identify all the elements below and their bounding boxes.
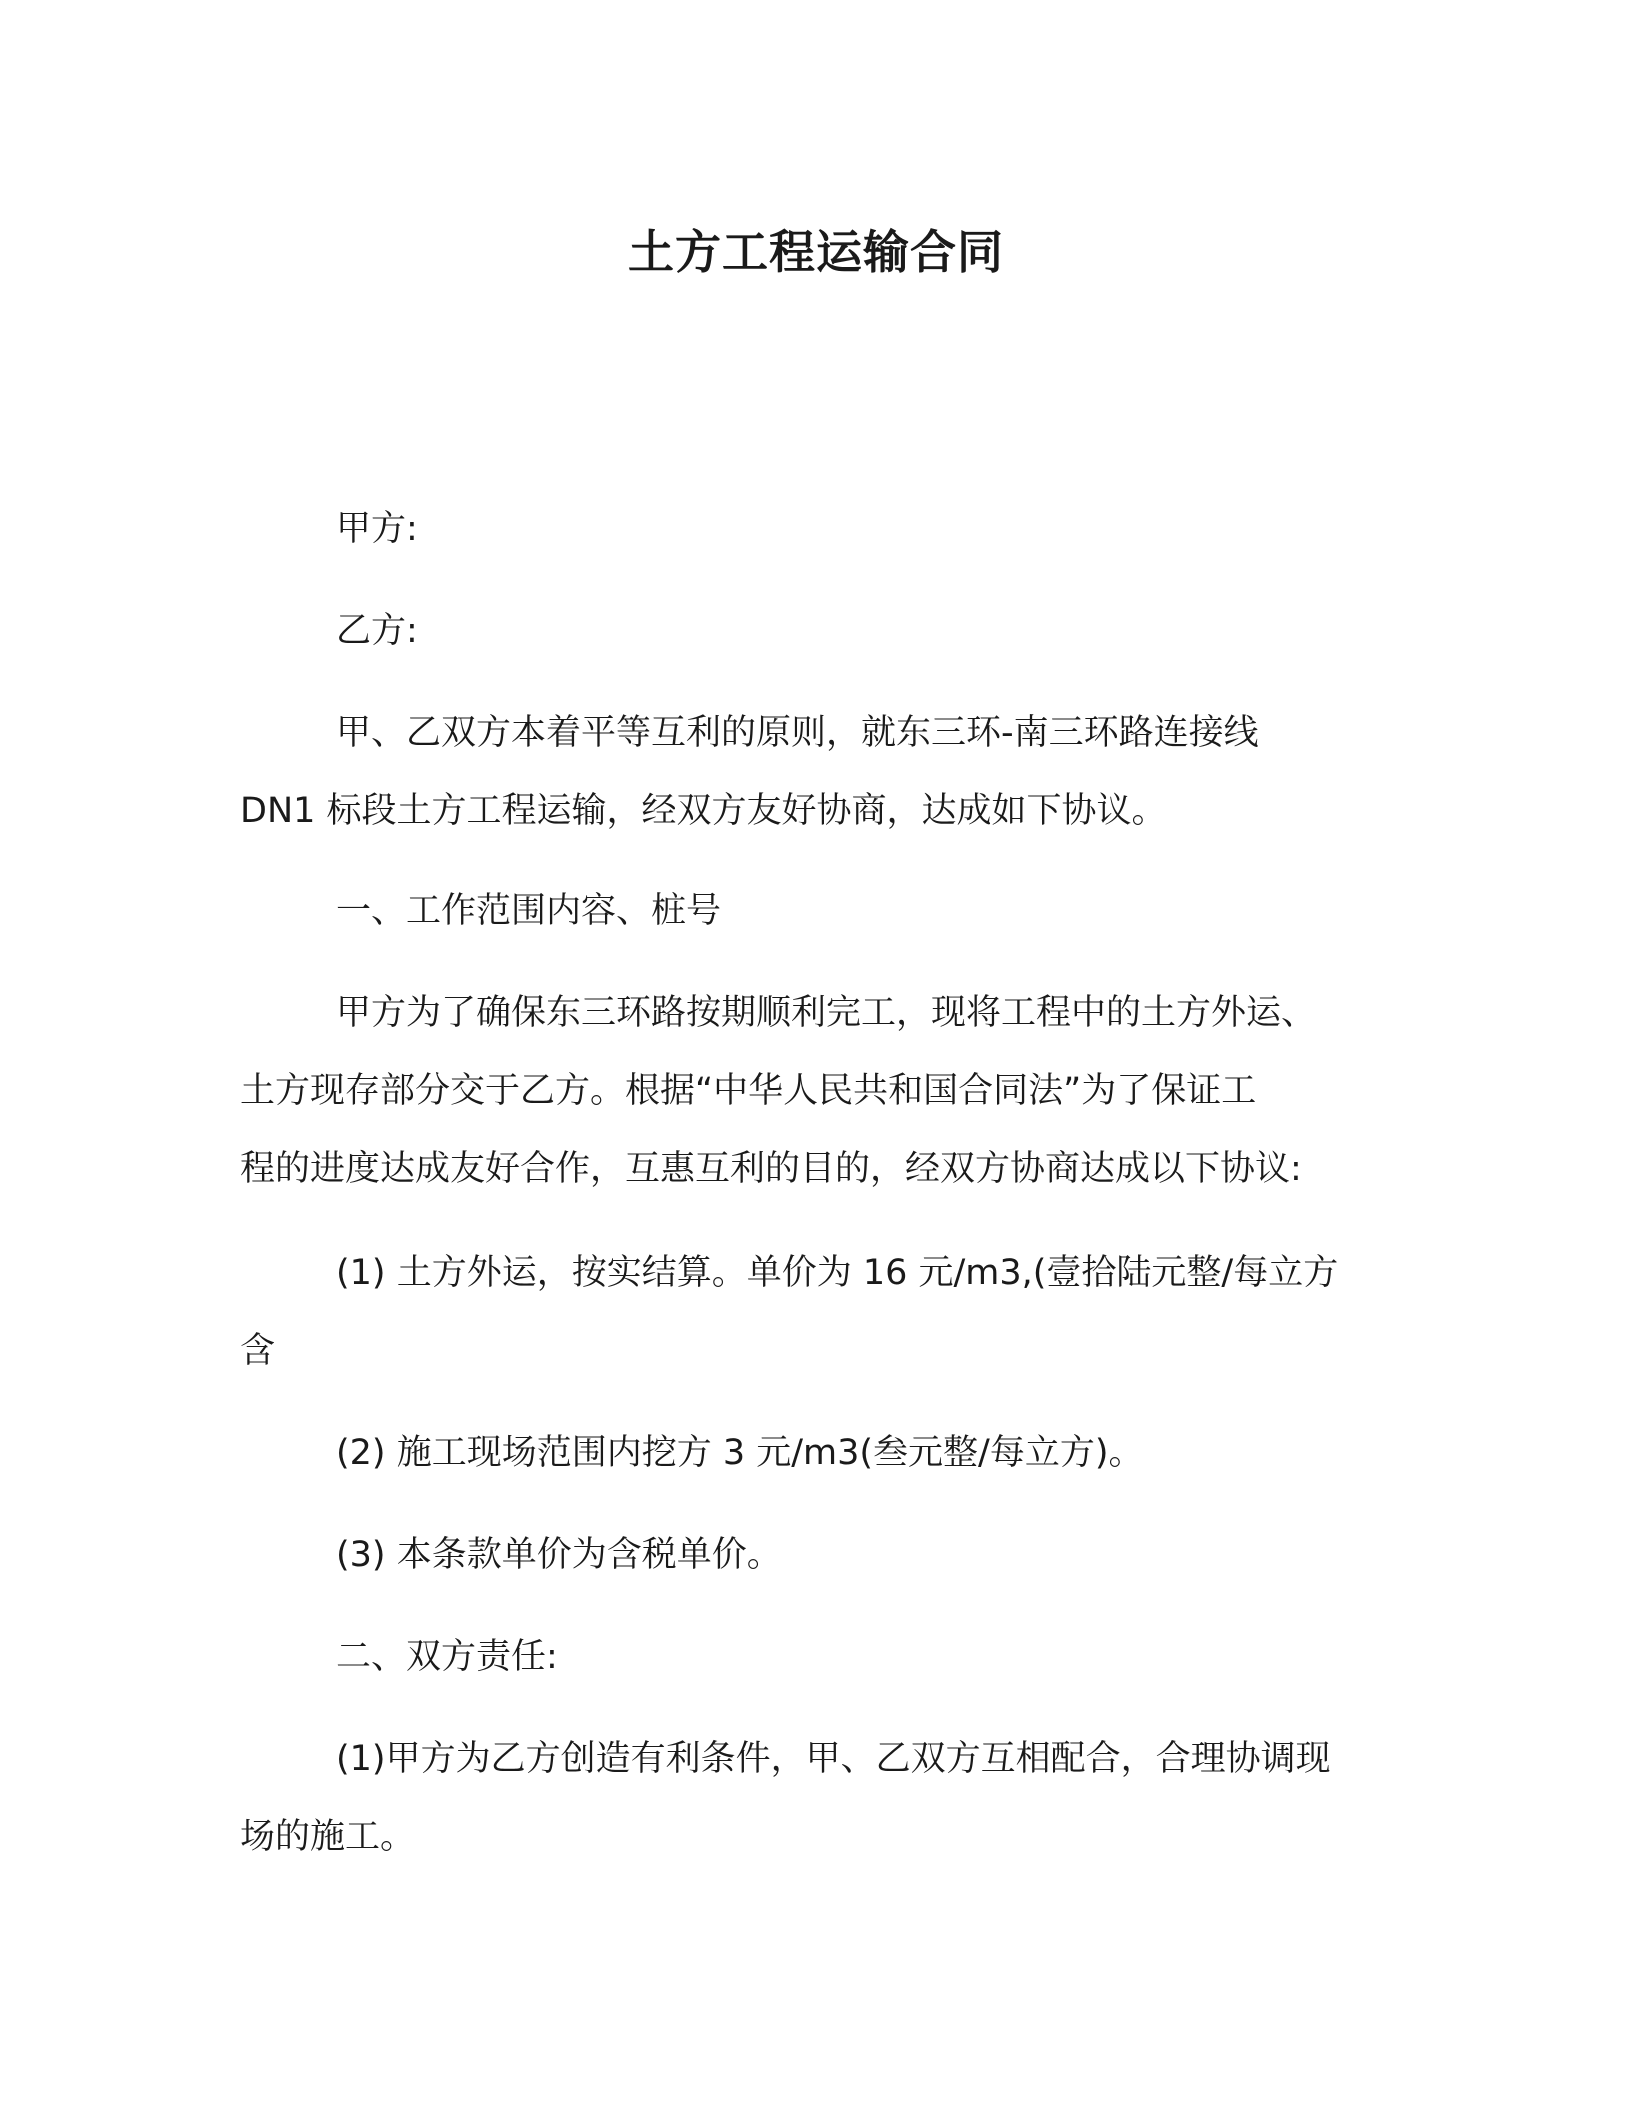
section1-line-1: 甲方为了确保东三环路按期顺利完工，现将工程中的土方外运、 [336,993,1317,1033]
party-b-text: 乙方: [336,611,418,651]
section2-heading [240,1618,1400,1696]
section2-heading-text: 二、双方责任: [336,1637,558,1677]
section1-line-2: 土方现存部分交于乙方。根据“中华人民共和国合同法”为了保证工 [240,1071,1257,1111]
item-1-line-2: 含 [240,1331,276,1371]
party-b-label [240,592,1400,670]
item-1 [240,1234,1400,1390]
responsibility-1-line-1: (1)甲方为乙方创造有利条件，甲、乙双方互相配合，合理协调现 [336,1739,1331,1779]
item-1-line-1: (1) 土方外运，按实结算。单价为 16 元/m3,(壹拾陆元整/每立方 [336,1253,1339,1293]
item-2 [240,1414,1400,1492]
section1-line-3: 程的进度达成友好合作，互惠互利的目的，经双方协商达成以下协议: [240,1149,1302,1189]
intro-line-2: DN1 标段土方工程运输，经双方友好协商，达成如下协议。 [240,791,1167,831]
responsibility-1-line-2: 场的施工。 [240,1817,416,1857]
section1-heading [240,872,1400,950]
item-3 [240,1516,1400,1594]
item-3-text: (3) 本条款单价为含税单价。 [336,1535,782,1575]
item-2-text: (2) 施工现场范围内挖方 3 元/m3(叁元整/每立方)。 [336,1433,1144,1473]
section1-heading-text: 一、工作范围内容、桩号 [336,891,722,931]
section1-body [240,974,1400,1208]
intro-paragraph [240,694,1400,850]
intro-line-1: 甲、乙双方本着平等互利的原则，就东三环-南三环路连接线 [336,713,1259,753]
responsibility-1 [240,1720,1400,1876]
party-a-text: 甲方: [336,509,418,549]
document-title: 土方工程运输合同 [628,225,1004,279]
party-a-label [240,490,1400,568]
